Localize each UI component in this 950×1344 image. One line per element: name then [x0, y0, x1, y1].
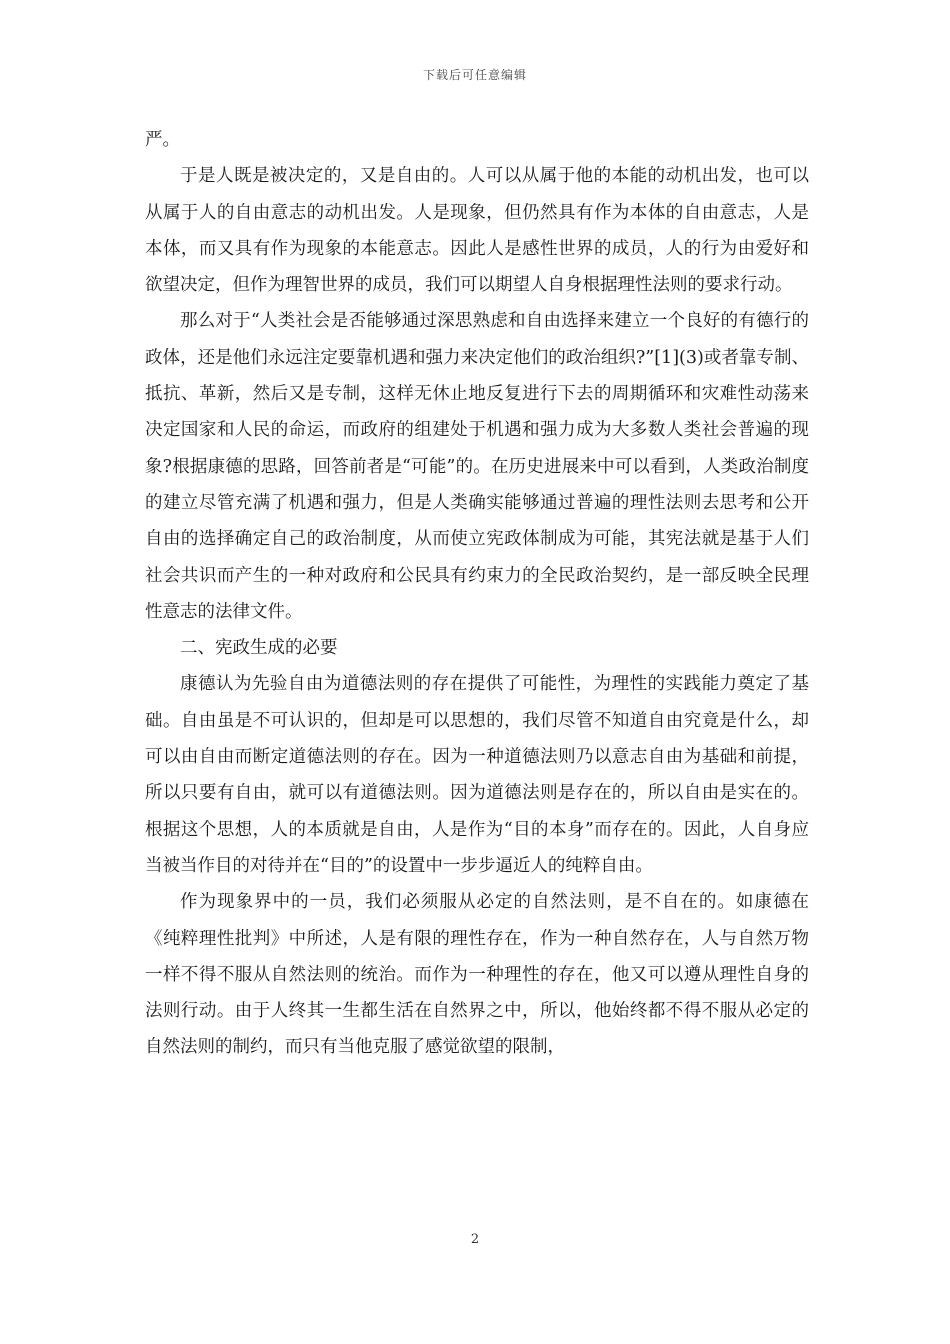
paragraph-constitution-possibility: 那么对于“人类社会是否能够通过深思熟虑和自由选择来建立一个良好的有德行的政体，还是他们永远注定要靠机遇和强力来决定他们的政治组织?”[1](3)或者靠专制、抵抗、革新，然后又是专制，这样无休止地反复进行下去的周期循环和灾难性动荡来决定国家和人民的命运，而政府的组建处于机遇和强力成为大多数人类社会普遍的现象?根据康德的思路，回答前者是“可能”的。在历史进展来中可以看到，人类政治制度的建立尽管充满了机遇和强力，但是人类确实能够通过普遍的理性法则去思考和公开自由的选择确定自己的政治制度，从而使立宪政体制成为可能，其宪法就是基于人们社会共识而产生的一种对政府和公民具有约束力的全民政治契约，是一部反映全民理性意志的法律文件。: [145, 311, 809, 622]
paragraph-continuation: 严。: [145, 130, 180, 150]
paragraph-free-will: 于是人既是被决定的，又是自由的。人可以从属于他的本能的动机出发，也可以从属于人的自由意志的动机出发。人是现象，但仍然具有作为本体的自由意志，人是本体，而又具有作为现象的本能意志。因此人是感性世界的成员，人的行为由爱好和欲望决定，但作为理智世界的成员，我们可以期望人自身根据理性法则的要求行动。: [145, 166, 809, 296]
paragraph-natural-law: 作为现象界中的一员，我们必须服从必定的自然法则，是不自在的。如康德在《纯粹理性批判》中所述，人是有限的理性存在，作为一种自然存在，人与自然万物一样不得不服从自然法则的统治。而作为一种理性的存在，他又可以遵从理性自身的法则行动。由于人终其一生都生活在自然界之中，所以，他始终都不得不服从必定的自然法则的制约，而只有当他克服了感觉欲望的限制，: [145, 892, 809, 1058]
document-body: [145, 122, 809, 1066]
page-header: 下载后可任意编辑: [422, 68, 527, 82]
paragraph-moral-law: 康德认为先验自由为道德法则的存在提供了可能性，为理性的实践能力奠定了基础。自由虽是不可认识的，但却是可以思想的，我们尽管不知道自由究竟是什么，却可以由自由而断定道德法则的存在。因为一种道德法则乃以意志自由为基础和前提，所以只要有自由，就可以有道德法则。因为道德法则是存在的，所以自由是实在的。根据这个思想，人的本质就是自由，人是作为“目的本身”而存在的。因此，人自身应当被当作目的对待并在“目的”的设置中一步步逼近人的纯粹自由。: [145, 674, 809, 876]
page-number: 2: [470, 1232, 480, 1247]
section-heading: 二、宪政生成的必要: [180, 638, 338, 659]
